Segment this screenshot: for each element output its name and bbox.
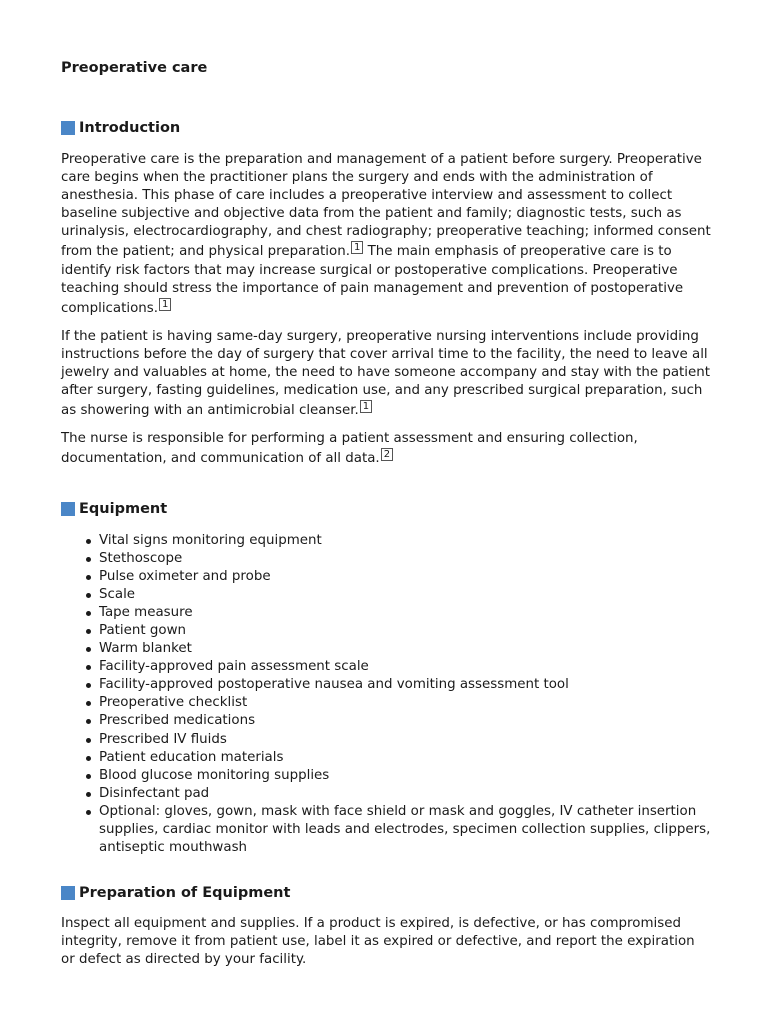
bullet-icon: [86, 774, 91, 779]
list-item: [61, 803, 711, 857]
bullet-icon: [86, 539, 91, 544]
intro-paragraph-2-text: If the patient is having same-day surgery, preoperative nursing interventions include providing instructions before the day of surgery that cover arrival time to the facility, the need to leave all jewelry and valuables at home, the need to have someone accompany and stay with the patient after surgery, fasting guidelines, medication use, and any prescribed surgical preparation, such as showering with an antimicrobial cleanser.: [61, 328, 710, 419]
intro-paragraph-3: [61, 430, 711, 468]
list-item: [61, 586, 711, 604]
list-item-text: Pulse oximeter and probe: [99, 568, 271, 584]
section-marker-icon: [61, 886, 75, 900]
list-item: [61, 785, 711, 803]
list-item-text: Prescribed IV fluids: [99, 731, 227, 747]
list-item: [61, 568, 711, 586]
list-item: [61, 532, 711, 550]
reference-link[interactable]: 1: [360, 400, 372, 413]
bullet-icon: [86, 683, 91, 688]
list-item-text: Patient education materials: [99, 749, 284, 765]
bullet-icon: [86, 557, 91, 562]
list-item-text: Scale: [99, 586, 136, 602]
list-item: [61, 712, 711, 730]
list-item: [61, 731, 711, 749]
bullet-icon: [86, 810, 91, 815]
bullet-icon: [86, 719, 91, 724]
bullet-icon: [86, 575, 91, 580]
list-item-text: Optional: gloves, gown, mask with face shield or mask and goggles, IV catheter insertion supplies, cardiac monitor with leads and electrodes, specimen collection supplies, clippers, antiseptic mouthwash: [99, 803, 711, 856]
list-item-text: Stethoscope: [99, 550, 183, 566]
list-item: [61, 749, 711, 767]
list-item-text: Blood glucose monitoring supplies: [99, 767, 330, 783]
intro-paragraph-1-text-b: The main emphasis of preoperative care is to identify risk factors that may increase surgical or postoperative complications. Preoperative teaching should stress the importance of pain management and prevention of postoperative complications.: [61, 244, 684, 316]
list-item-text: Preoperative checklist: [99, 695, 248, 711]
list-item: [61, 658, 711, 676]
list-item-text: Tape measure: [99, 604, 193, 620]
list-item-text: Facility-approved pain assessment scale: [99, 659, 369, 675]
section-heading-label: Preparation of Equipment: [79, 885, 291, 902]
section-heading-preparation: [61, 883, 711, 903]
bullet-icon: [86, 629, 91, 634]
intro-paragraph-1: [61, 151, 711, 318]
list-item: [61, 676, 711, 694]
reference-link[interactable]: 1: [351, 241, 363, 254]
section-heading-label: Introduction: [79, 120, 181, 136]
bullet-icon: [86, 738, 91, 743]
reference-link[interactable]: 1: [159, 298, 171, 311]
list-item: [61, 640, 711, 658]
bullet-icon: [86, 647, 91, 652]
bullet-icon: [86, 792, 91, 797]
section-heading-introduction: [61, 118, 711, 138]
intro-paragraph-2: [61, 328, 711, 420]
list-item-text: Patient gown: [99, 622, 187, 638]
bullet-icon: [86, 756, 91, 761]
list-item: [61, 767, 711, 785]
list-item: [61, 694, 711, 712]
list-item: [61, 550, 711, 568]
list-item: [61, 622, 711, 640]
document-page: [61, 58, 711, 969]
section-heading-label: Equipment: [79, 500, 168, 517]
bullet-icon: [86, 611, 91, 616]
intro-paragraph-3-text: The nurse is responsible for performing a patient assessment and ensuring collection, documentation, and communication of all data.: [61, 431, 638, 467]
preparation-paragraph-1: Inspect all equipment and supplies. If a product is expired, is defective, or has compromised integrity, remove it from patient use, label it as expired or defective, and report the expiration or defect as directed by your facility.: [61, 916, 695, 968]
section-marker-icon: [61, 121, 75, 135]
list-item-text: Facility-approved postoperative nausea and vomiting assessment tool: [99, 677, 569, 693]
bullet-icon: [86, 701, 91, 706]
reference-link[interactable]: 2: [381, 448, 393, 461]
equipment-list: [61, 532, 711, 858]
list-item-text: Prescribed medications: [99, 713, 256, 729]
section-heading-equipment: [61, 499, 711, 519]
list-item-text: Warm blanket: [99, 641, 192, 657]
bullet-icon: [86, 593, 91, 598]
bullet-icon: [86, 665, 91, 670]
list-item-text: Disinfectant pad: [99, 785, 210, 801]
intro-paragraph-1-text-a: Preoperative care is the preparation and management of a patient before surgery. Preoperative care begins when the practitioner plans the surgery and ends with the administration of anesthesia. This phase of care includes a preoperative interview and assessment to collect baseline subjective and objective data from the patient and family; diagnostic tests, such as urinalysis, electrocardiography, and chest radiography; preoperative teaching; informed consent from the patient; and physical preparation.: [61, 152, 711, 260]
section-marker-icon: [61, 502, 75, 516]
page-title: Preoperative care: [61, 60, 208, 76]
list-item-text: Vital signs monitoring equipment: [99, 532, 322, 548]
list-item: [61, 604, 711, 622]
